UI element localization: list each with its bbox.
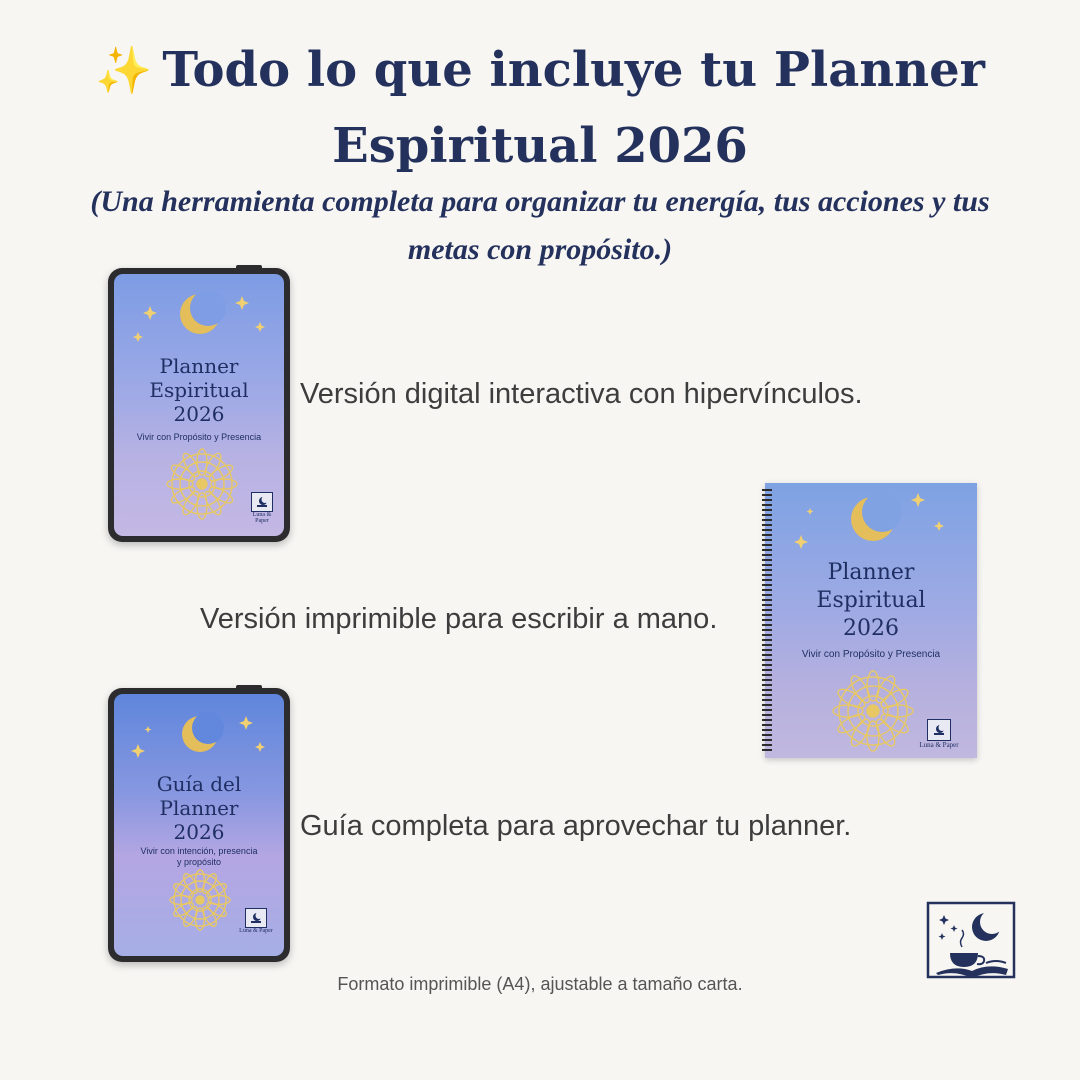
mandala-icon [170, 870, 230, 930]
brand-name: Luna & Paper [252, 512, 272, 524]
planner-tablet-mockup [108, 268, 290, 542]
feature-printable: Versión imprimible para escribir a mano. [200, 603, 718, 635]
planner-tablet-cover [114, 274, 284, 536]
cover-subtitle-line-2: y propósito [176, 857, 222, 867]
luna-paper-logo-icon [927, 719, 951, 741]
sparkles-icon: ✨ [95, 43, 153, 97]
crescent-moon-icon [851, 492, 902, 541]
crescent-moon-icon [182, 712, 224, 752]
cover-subtitle-line-1: Vivir con intención, presencia [140, 846, 258, 856]
luna-paper-logo-icon [251, 492, 273, 512]
title-line-2: Espiritual 2026 [332, 118, 748, 174]
cover-title-line-3: 2026 [843, 616, 899, 641]
luna-paper-logo-icon [245, 908, 267, 928]
cover-title-line-2: Planner [159, 796, 239, 820]
feature-digital: Versión digital interactiva con hipervínculos. [300, 378, 863, 410]
brand-name: Luna & Paper [919, 741, 959, 749]
brand-name: Luna & Paper [239, 928, 273, 934]
guide-tablet-cover [114, 694, 284, 956]
planner-notebook-mockup [762, 483, 977, 758]
feature-guide: Guía completa para aprovechar tu planner. [300, 810, 852, 842]
luna-paper-logo-icon [926, 901, 1016, 983]
cover-title [114, 772, 284, 844]
planner-notebook-cover [765, 483, 977, 758]
cover-title-line-2: Espiritual [816, 588, 926, 613]
brand-logo [919, 719, 959, 749]
cover-title-line-3: 2026 [173, 402, 225, 426]
spiral-binding [762, 489, 772, 751]
cover-title-line-3: 2026 [173, 820, 225, 844]
page-title [0, 32, 1080, 184]
format-footnote: Formato imprimible (A4), ajustable a tamaño carta. [337, 974, 743, 994]
cover-title-line-2: Espiritual [149, 378, 249, 402]
cover-subtitle: Vivir con Propósito y Presencia [801, 649, 941, 660]
mandala-icon [167, 449, 237, 519]
guide-tablet-mockup [108, 688, 290, 962]
cover-title-line-1: Planner [827, 560, 915, 585]
cover-title [114, 354, 284, 426]
brand-logo [246, 492, 278, 524]
subtitle-line-1: (Una herramienta completa para organizar tu energía, tus acciones y tus [90, 185, 990, 218]
crescent-moon-icon [180, 290, 226, 334]
page-subtitle [60, 178, 1020, 274]
cover-subtitle: Vivir con Propósito y Presencia [136, 432, 262, 442]
cover-subtitle [114, 846, 284, 868]
mandala-icon [833, 671, 913, 751]
cover-title [765, 559, 977, 643]
subtitle-line-2: metas con propósito.) [407, 233, 673, 266]
cover-title-line-1: Guía del [156, 772, 242, 796]
cover-title-line-1: Planner [159, 354, 239, 378]
title-line-1: Todo lo que incluye tu Planner [162, 42, 985, 98]
brand-logo [238, 908, 274, 934]
